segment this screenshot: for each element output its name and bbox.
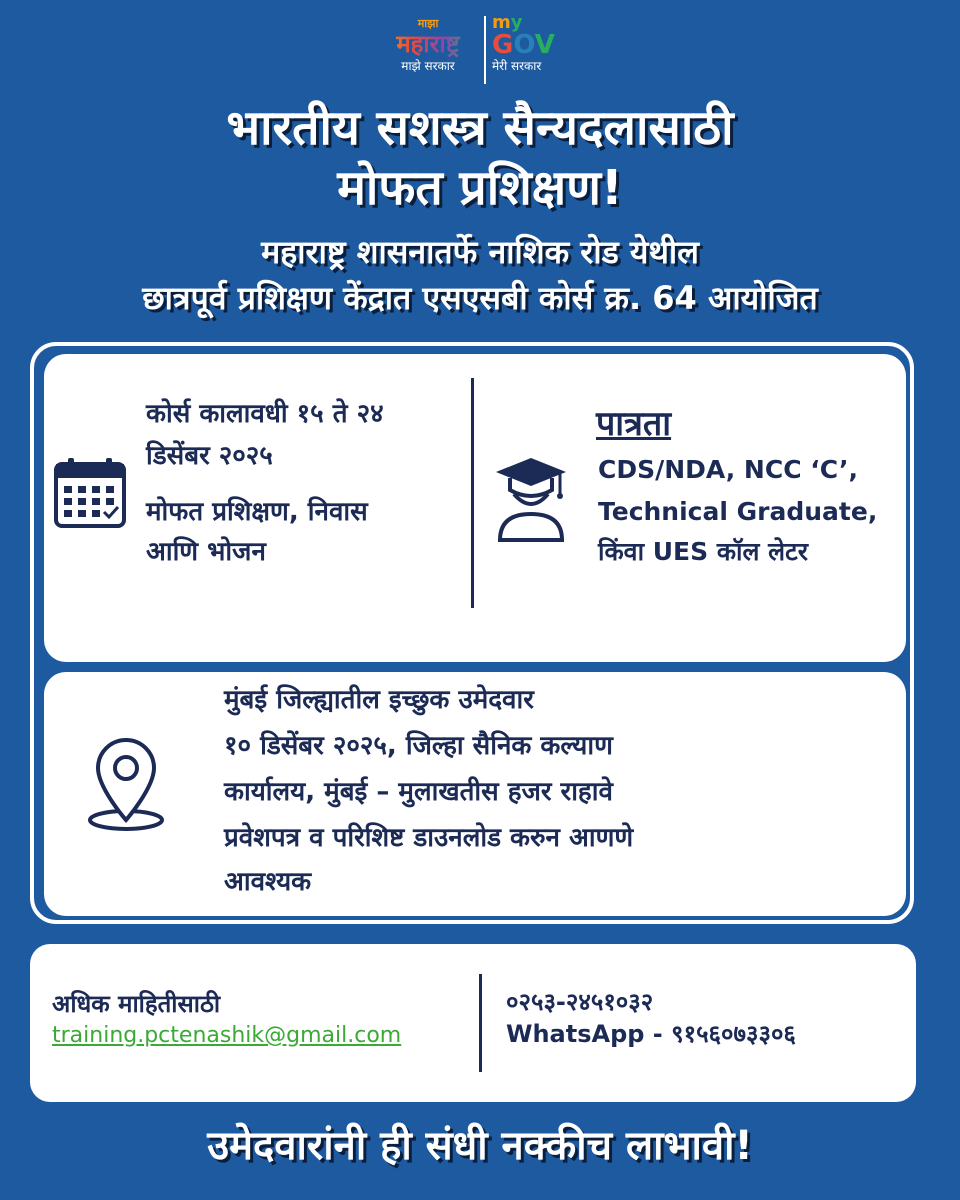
card-divider xyxy=(471,378,474,608)
maharashtra-logo xyxy=(378,18,478,74)
maharashtra-logo-subtitle: माझे सरकार xyxy=(401,59,455,73)
course-benefits-line2: आणि भोजन xyxy=(146,537,266,567)
interview-line3: कार्यालय, मुंबई – मुलाखतीस हजर राहावे xyxy=(224,777,613,807)
interview-line1: मुंबई जिल्ह्यातील इच्छुक उमेदवार xyxy=(224,685,534,715)
interview-line5: आवश्यक xyxy=(224,867,312,897)
course-benefits-line1: मोफत प्रशिक्षण, निवास xyxy=(146,497,368,527)
logo-divider xyxy=(484,16,486,84)
course-duration-line1: कोर्स कालावधी १५ ते २४ xyxy=(146,399,384,429)
header-logos xyxy=(0,14,960,88)
contact-divider xyxy=(479,974,482,1072)
interview-line2: १० डिसेंबर २०२५, जिल्हा सैनिक कल्याण xyxy=(224,731,613,761)
mygov-logo-my: my xyxy=(492,12,523,33)
course-duration-line2: डिसेंबर २०२५ xyxy=(146,441,273,471)
mygov-logo xyxy=(492,14,578,74)
calendar-icon xyxy=(52,456,128,530)
main-title-line1: भारतीय सशस्त्र सैन्यदलासाठी xyxy=(226,100,734,156)
footer-slogan: उमेदवारांनी ही संधी नक्कीच लाभावी! xyxy=(207,1123,753,1169)
eligibility-line2: Technical Graduate, xyxy=(598,497,878,526)
maharashtra-logo-wordmark: महाराष्ट्र xyxy=(378,30,478,58)
mygov-logo-gov: GOV xyxy=(492,30,555,60)
eligibility-line3: किंवा UES कॉल लेटर xyxy=(598,537,808,566)
subtitle-line2: छात्रपूर्व प्रशिक्षण केंद्रात एसएसबी कोर्स क्र. 64 आयोजित xyxy=(142,279,818,317)
maharashtra-logo-small-text: माझा xyxy=(417,17,439,30)
contact-whatsapp: WhatsApp - ९१५६०७३३०६ xyxy=(506,1020,796,1048)
eligibility-heading: पात्रता xyxy=(596,404,672,444)
interview-line4: प्रवेशपत्र व परिशिष्ट डाउनलोड करुन आणणे xyxy=(224,823,634,853)
graduate-icon xyxy=(494,456,568,542)
subtitle-line1: महाराष्ट्र शासनातर्फे नाशिक रोड येथील xyxy=(261,233,699,271)
mygov-logo-subtitle: मेरी सरकार xyxy=(492,59,542,73)
location-pin-icon xyxy=(86,736,166,832)
contact-label: अधिक माहितीसाठी xyxy=(52,990,221,1018)
eligibility-line1: CDS/NDA, NCC ‘C’, xyxy=(598,455,858,484)
contact-phone: ०२५३-२४५१०३२ xyxy=(506,988,654,1016)
contact-email-link[interactable]: training.pctenashik@gmail.com xyxy=(52,1023,402,1048)
main-title-line2: मोफत प्रशिक्षण! xyxy=(337,160,623,216)
